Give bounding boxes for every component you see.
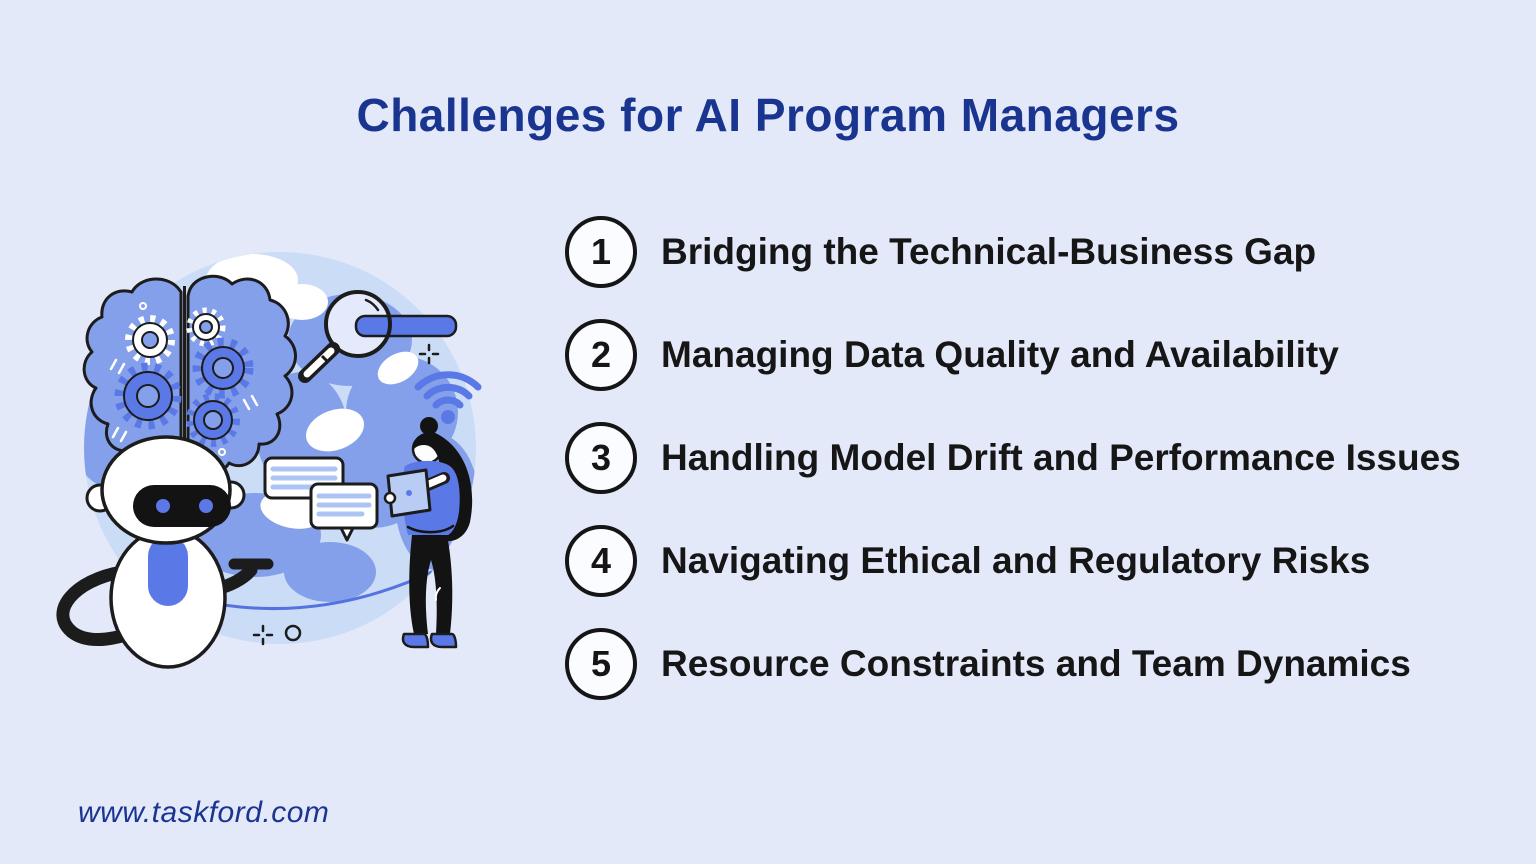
- item-label: Managing Data Quality and Availability: [661, 334, 1339, 375]
- list-item: [565, 216, 1461, 288]
- list-item: [565, 422, 1461, 494]
- list-item: [565, 319, 1461, 391]
- website-url: www.taskford.com: [78, 796, 330, 829]
- item-number-badge: 1: [565, 216, 637, 288]
- list-item: [565, 628, 1461, 700]
- item-label: Handling Model Drift and Performance Issues: [661, 437, 1461, 478]
- illustration: [0, 180, 560, 740]
- list-item: [565, 525, 1461, 597]
- item-number-badge: 2: [565, 319, 637, 391]
- item-number-badge: 5: [565, 628, 637, 700]
- page-title: Challenges for AI Program Managers: [356, 89, 1180, 141]
- item-label: Resource Constraints and Team Dynamics: [661, 643, 1411, 684]
- item-label: Bridging the Technical-Business Gap: [661, 231, 1317, 272]
- item-number-badge: 3: [565, 422, 637, 494]
- challenges-list: [565, 216, 1461, 731]
- item-label: Navigating Ethical and Regulatory Risks: [661, 540, 1371, 581]
- item-number-badge: 4: [565, 525, 637, 597]
